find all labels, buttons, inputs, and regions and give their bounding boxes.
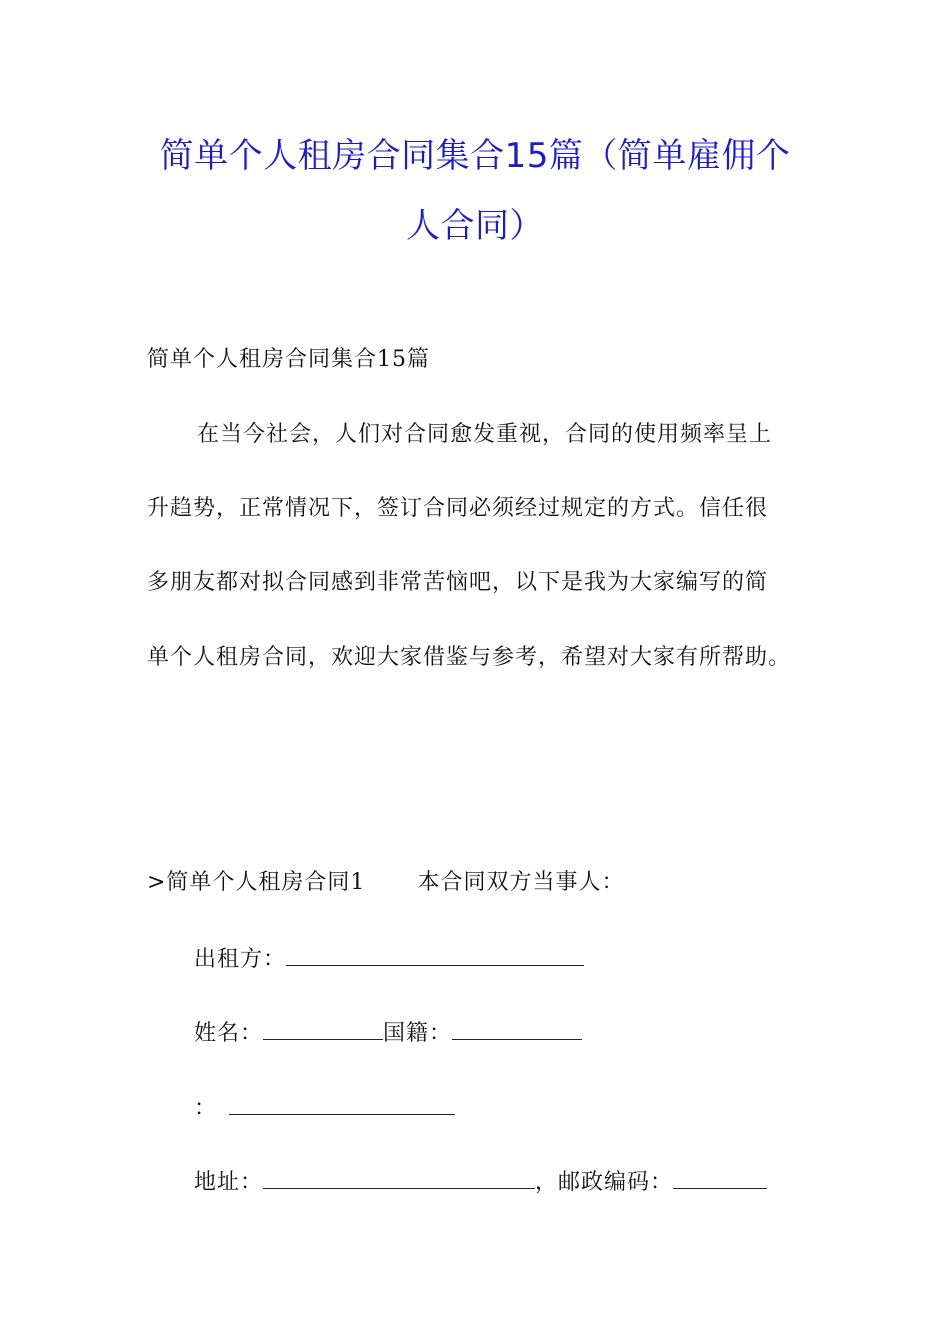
address-label: 地址：	[194, 1170, 264, 1195]
document-subtitle: 简单个人租房合同集合15篇	[147, 347, 430, 372]
intro-paragraph-line-3: 多朋友都对拟合同感到非常苦恼吧，以下是我为大家编写的简	[147, 570, 769, 595]
section-heading-row	[147, 868, 624, 898]
unlabeled-field-row	[194, 1092, 455, 1124]
unlabeled-blank-line	[229, 1092, 455, 1115]
lessor-label: 出租方：	[194, 947, 287, 972]
postal-separator: ，	[535, 1170, 559, 1195]
lessor-blank-line	[286, 943, 584, 966]
section-heading: >简单个人租房合同1	[147, 870, 366, 895]
intro-paragraph-line-2: 升趋势，正常情况下，签订合同必须经过规定的方式。信任很	[147, 496, 769, 521]
name-blank-line	[263, 1017, 383, 1040]
postal-code-label: 邮政编码：	[558, 1170, 674, 1195]
intro-paragraph-line-4: 单个人租房合同，欢迎大家借鉴与参考，希望对大家有所帮助。	[147, 645, 792, 670]
postal-code-blank-line	[673, 1166, 767, 1189]
nationality-label: 国籍：	[383, 1021, 453, 1046]
unlabeled-colon: ：	[194, 1096, 218, 1121]
name-label: 姓名：	[194, 1021, 264, 1046]
section-lead-text: 本合同双方当事人：	[417, 870, 625, 895]
nationality-blank-line	[452, 1017, 582, 1040]
document-title-line-2: 人合同）	[406, 206, 544, 246]
document-title-line-1: 简单个人租房合同集合15篇（简单雇佣个	[159, 136, 791, 176]
intro-paragraph-line-1: 在当今社会，人们对合同愈发重视，合同的使用频率呈上	[197, 422, 773, 447]
address-blank-line	[263, 1166, 535, 1189]
name-nationality-row	[194, 1017, 582, 1049]
lessor-field-row	[194, 943, 584, 975]
address-postal-row	[194, 1166, 767, 1198]
